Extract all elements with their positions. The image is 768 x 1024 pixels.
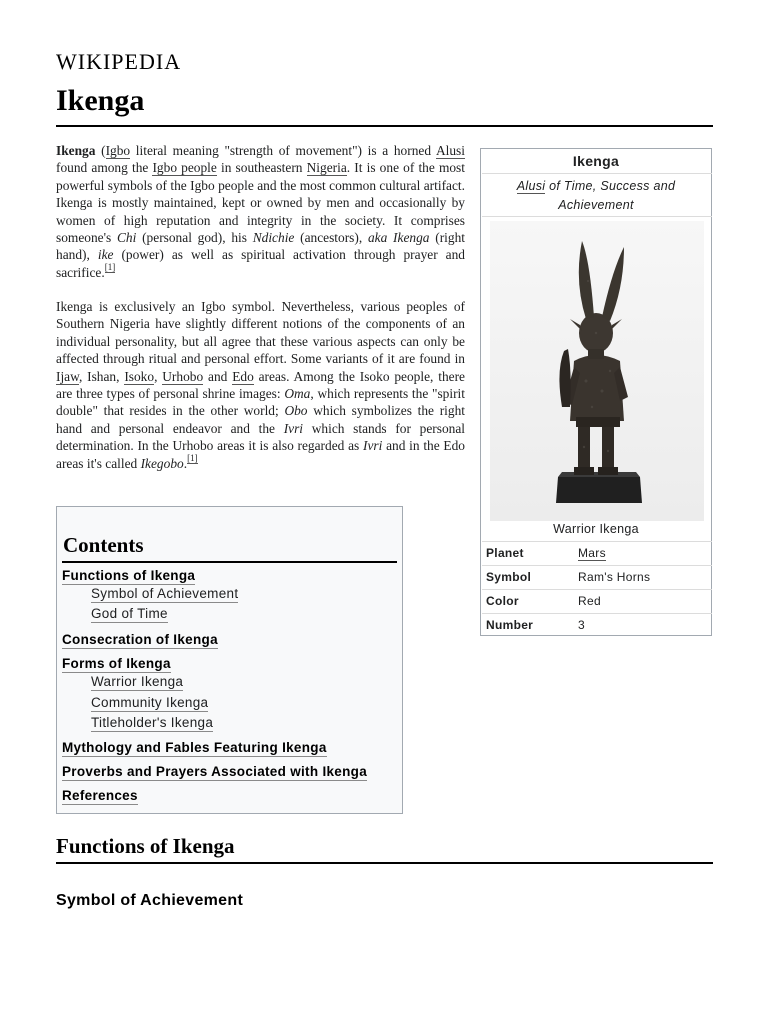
infobox-row-number: Number 3 <box>486 618 585 632</box>
second-paragraph: Ikenga is exclusively an Igbo symbol. Nevertheless, various peoples of Southern Nigeria have slightly different notions of the components of an individual personality, but all agree that these various aspects can only be affected through ritual and personal effort. Some variants of it are found in Ijaw, Ishan, Isoko, Urhobo and Edo areas. Among the Isoko people, there are three types of personal shrine images: Oma, which represents the "spirit double" that resides in the other world; Obo which symbolizes the right hand and personal endeavor and the Ivri which stands for personal determination. In the Urhobo areas it is also regarded as Ivri and in the Edo areas it's called Ikegobo.[1] <box>56 299 466 471</box>
infobox-row-symbol: Symbol Ram's Horns <box>486 570 651 584</box>
link-edo[interactable]: Edo <box>232 368 254 384</box>
section-divider <box>56 862 713 864</box>
toc-item-titleholder[interactable]: Titleholder's Ikenga <box>91 715 214 730</box>
toc-item-proverbs[interactable]: Proverbs and Prayers Associated with Ikenga <box>62 764 368 779</box>
title-divider <box>56 125 713 127</box>
citation-1b[interactable]: [1] <box>187 453 198 464</box>
infobox-caption: Warrior Ikenga <box>553 522 639 536</box>
toc-title: Contents <box>63 533 144 557</box>
toc-item-functions[interactable]: Functions of Ikenga <box>62 568 196 583</box>
bold-term: Ikenga <box>56 143 96 158</box>
ikenga-statue-icon <box>490 221 704 521</box>
link-ijaw[interactable]: Ijaw <box>56 368 79 384</box>
subsection-heading-symbol: Symbol of Achievement <box>56 892 244 909</box>
link-mars[interactable]: Mars <box>578 546 606 560</box>
toc-item-consecration[interactable]: Consecration of Ikenga <box>62 632 218 647</box>
link-igbo-people[interactable]: Igbo people <box>152 160 217 176</box>
infobox-row-planet: Planet Mars <box>486 546 606 560</box>
toc-item-god-of-time[interactable]: God of Time <box>91 606 168 621</box>
toc-item-mythology[interactable]: Mythology and Fables Featuring Ikenga <box>62 740 327 755</box>
warrior-ikenga-image[interactable] <box>490 221 704 521</box>
table-of-contents <box>56 506 403 814</box>
infobox-divider <box>482 173 712 174</box>
toc-item-community[interactable]: Community Ikenga <box>91 695 209 710</box>
link-igbo[interactable]: Igbo <box>105 143 131 158</box>
section-heading-functions: Functions of Ikenga <box>56 834 235 858</box>
toc-item-forms[interactable]: Forms of Ikenga <box>62 656 171 671</box>
infobox-subtitle: Alusi of Time, Success and Achievement <box>516 179 676 212</box>
page-title: Ikenga <box>56 84 145 117</box>
citation-1[interactable]: [1] <box>104 262 116 273</box>
toc-item-references[interactable]: References <box>62 788 138 803</box>
intro-paragraph: Ikenga (Igbo literal meaning "strength of movement") is a horned Alusi found among the Igbo people in southeastern Nigeria. It is one of the most powerful symbols of the Igbo people and the most common cultural artifact. Ikenga is mostly maintained, kept or owned by men and occasionally by women of high reputation and integrity in the society. It comprises someone's Chi (personal god), his Ndichie (ancestors), aka Ikenga (right hand), ike (power) as well as spiritual activation through prayer and sacrifice.[1] <box>56 143 466 280</box>
toc-item-symbol-of-achievement[interactable]: Symbol of Achievement <box>91 586 239 601</box>
link-isoko[interactable]: Isoko <box>124 368 155 384</box>
toc-item-warrior[interactable]: Warrior Ikenga <box>91 674 184 689</box>
infobox-divider <box>482 216 712 217</box>
infobox <box>480 148 712 636</box>
link-alusi[interactable]: Alusi <box>435 143 465 158</box>
wikipedia-logo[interactable]: WIKIPEDIA <box>56 49 182 74</box>
infobox-row-color: Color Red <box>486 594 601 608</box>
link-urhobo[interactable]: Urhobo <box>162 368 204 384</box>
infobox-title: Ikenga <box>572 153 620 169</box>
link-alusi-infobox[interactable]: Alusi <box>516 179 546 193</box>
toc-divider <box>62 561 397 563</box>
link-nigeria[interactable]: Nigeria <box>306 160 347 176</box>
